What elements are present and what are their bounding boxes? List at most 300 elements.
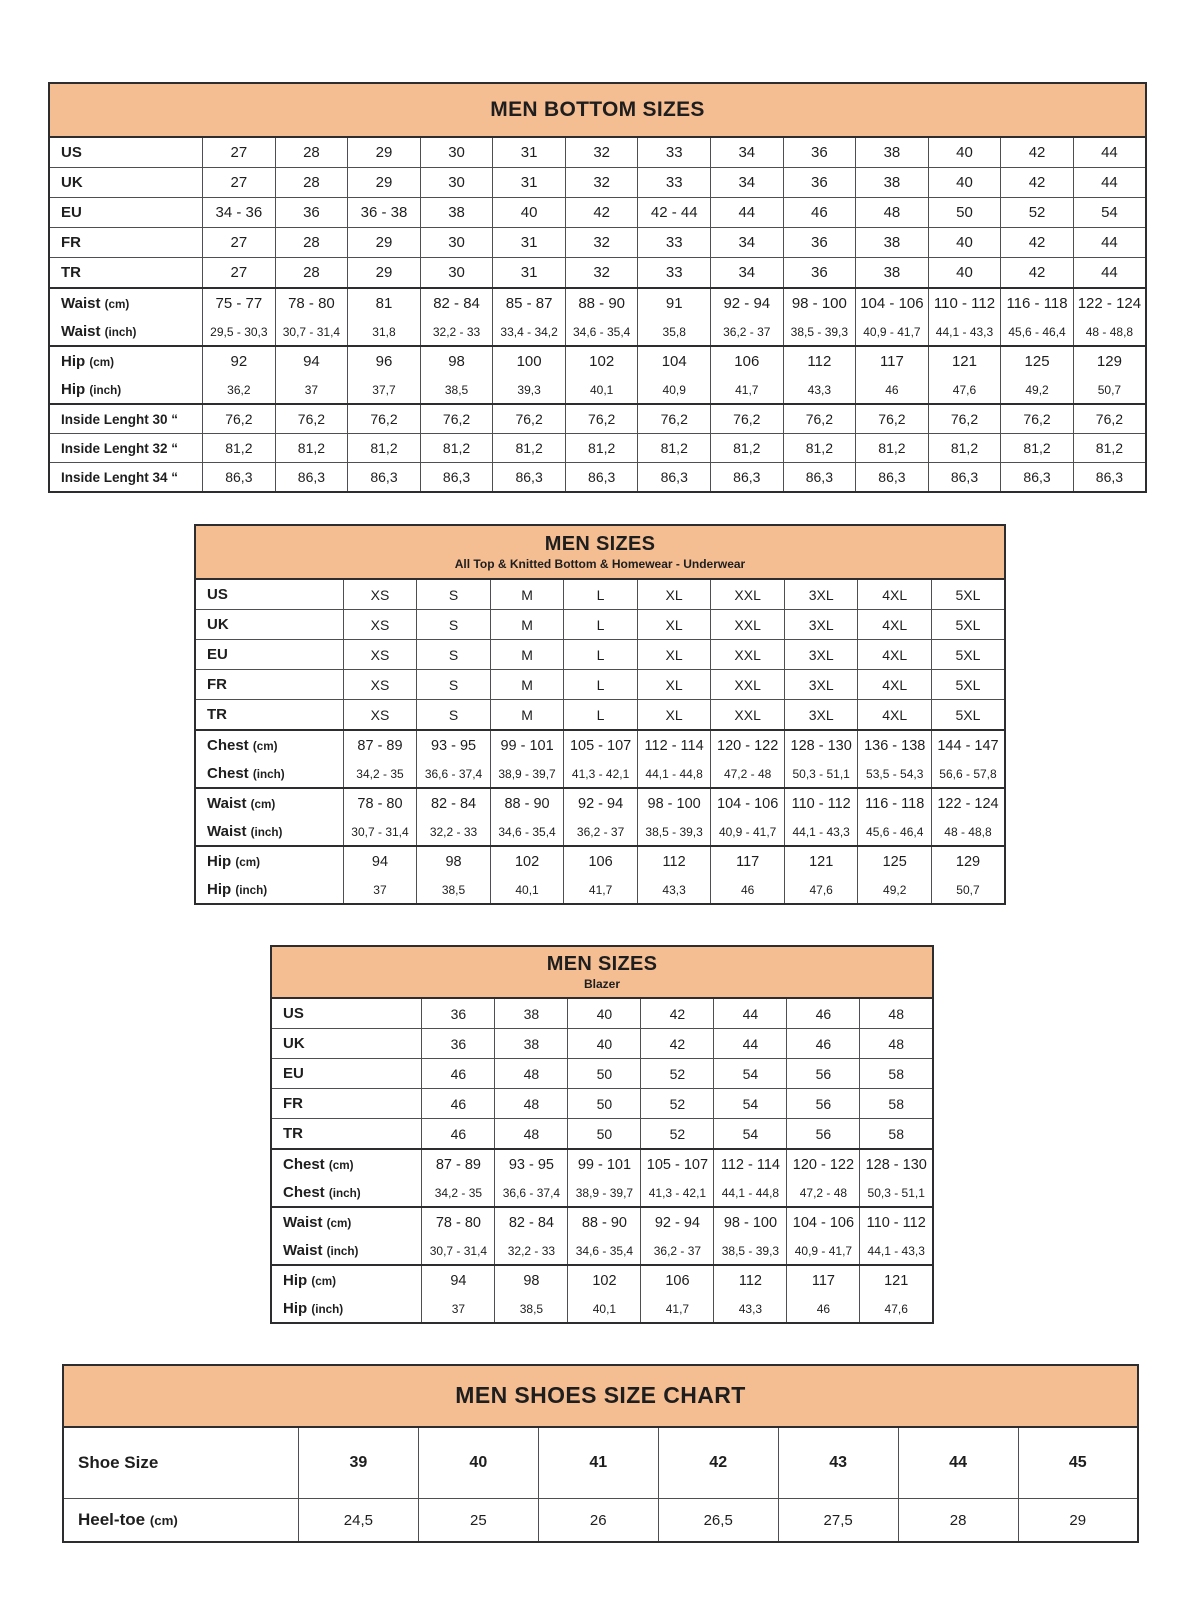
value-cell: 38,5 <box>420 376 493 404</box>
value-cell: 92 - 94 <box>564 788 638 818</box>
value-cell: 48 <box>495 1059 568 1089</box>
value-cell: 30,7 - 31,4 <box>343 818 417 846</box>
value-cell: 5XL <box>931 579 1005 610</box>
table-row <box>49 318 1146 346</box>
value-cell: 43,3 <box>714 1295 787 1323</box>
value-cell: 75 - 77 <box>203 288 276 318</box>
table-row <box>63 1499 1138 1543</box>
value-cell: 86,3 <box>493 463 566 493</box>
value-cell: M <box>490 579 564 610</box>
value-cell: 56,6 - 57,8 <box>931 760 1005 788</box>
row-group <box>195 610 1005 640</box>
value-cell: 41,7 <box>564 876 638 904</box>
row-label-cell <box>49 258 203 289</box>
row-label: FR <box>283 1095 303 1112</box>
row-label: Hip <box>61 353 86 370</box>
value-cell: 38 <box>856 258 929 289</box>
row-label: TR <box>61 264 81 281</box>
value-cell: 40 <box>928 258 1001 289</box>
value-cell: 38,9 - 39,7 <box>490 760 564 788</box>
value-cell: XL <box>637 579 711 610</box>
value-cell: 44,1 - 43,3 <box>860 1237 933 1265</box>
value-cell: L <box>564 579 638 610</box>
value-cell: 48 - 48,8 <box>931 818 1005 846</box>
value-cell: XXL <box>711 640 785 670</box>
value-cell: 40 <box>928 137 1001 168</box>
row-label: Waist <box>283 1214 323 1231</box>
row-label: EU <box>207 646 228 663</box>
value-cell: 76,2 <box>348 404 421 434</box>
value-cell: 36 <box>275 198 348 228</box>
value-cell: 86,3 <box>638 463 711 493</box>
value-cell: 86,3 <box>783 463 856 493</box>
value-cell: 76,2 <box>1073 404 1146 434</box>
row-label: Inside Lenght 34 “ <box>61 469 179 485</box>
value-cell: 35,8 <box>638 318 711 346</box>
row-group <box>63 1499 1138 1543</box>
value-cell: 34 <box>711 168 784 198</box>
table-row <box>195 700 1005 731</box>
value-cell: 28 <box>275 137 348 168</box>
row-label: US <box>283 1005 304 1022</box>
row-label-cell <box>271 1059 422 1089</box>
row-label-cell <box>49 288 203 318</box>
value-cell: 81,2 <box>203 434 276 463</box>
value-cell: 46 <box>787 998 860 1029</box>
row-label: EU <box>283 1065 304 1082</box>
value-cell: 117 <box>711 846 785 876</box>
value-cell: 40,9 - 41,7 <box>787 1237 860 1265</box>
value-cell: 121 <box>928 346 1001 376</box>
value-cell: 40 <box>568 1029 641 1059</box>
value-cell: 50,7 <box>1073 376 1146 404</box>
value-cell: 26,5 <box>658 1499 778 1543</box>
value-cell: 42 <box>641 998 714 1029</box>
value-cell: 43,3 <box>783 376 856 404</box>
value-cell: 36 <box>783 228 856 258</box>
row-label-cell <box>271 998 422 1029</box>
value-cell: 76,2 <box>711 404 784 434</box>
value-cell: 82 - 84 <box>420 288 493 318</box>
value-cell: 86,3 <box>348 463 421 493</box>
row-label: Hip <box>283 1272 308 1289</box>
value-cell: 34,6 - 35,4 <box>568 1237 641 1265</box>
value-cell: 106 <box>641 1265 714 1295</box>
table-row <box>271 1119 933 1150</box>
value-cell: 46 <box>783 198 856 228</box>
table-title: MEN SIZES <box>546 953 658 976</box>
value-cell: 31 <box>493 137 566 168</box>
table-row <box>195 788 1005 818</box>
value-cell: 81 <box>348 288 421 318</box>
row-label: TR <box>207 706 227 723</box>
value-cell: 98 <box>417 846 491 876</box>
value-cell: 38 <box>495 998 568 1029</box>
value-cell: 3XL <box>784 579 858 610</box>
value-cell: 50 <box>568 1119 641 1150</box>
row-label-unit: (inch) <box>326 1245 359 1258</box>
value-cell: 29 <box>348 168 421 198</box>
value-cell: 28 <box>898 1499 1018 1543</box>
value-cell: 86,3 <box>565 463 638 493</box>
row-label-unit: (inch) <box>252 768 285 781</box>
value-cell: 48 - 48,8 <box>1073 318 1146 346</box>
value-cell: 38 <box>856 228 929 258</box>
row-group <box>63 1427 1138 1499</box>
value-cell: 120 - 122 <box>787 1149 860 1179</box>
row-group <box>195 846 1005 904</box>
row-group <box>49 198 1146 228</box>
value-cell: 32 <box>565 258 638 289</box>
row-label-cell <box>195 846 343 876</box>
table-header-band <box>63 1365 1138 1427</box>
value-cell: 54 <box>714 1089 787 1119</box>
row-label-unit: (cm) <box>311 1275 337 1288</box>
value-cell: 34,6 - 35,4 <box>565 318 638 346</box>
row-label-cell <box>271 1207 422 1237</box>
value-cell: 27 <box>203 258 276 289</box>
value-cell: 27,5 <box>778 1499 898 1543</box>
row-label-cell <box>195 670 343 700</box>
value-cell: 120 - 122 <box>711 730 785 760</box>
value-cell: 5XL <box>931 700 1005 731</box>
value-cell: XXL <box>711 700 785 731</box>
value-cell: L <box>564 640 638 670</box>
value-cell: 38 <box>495 1029 568 1059</box>
value-cell: 117 <box>856 346 929 376</box>
row-label-unit: (cm) <box>235 856 261 869</box>
value-cell: M <box>490 610 564 640</box>
row-group <box>271 1149 933 1207</box>
value-cell: 36,6 - 37,4 <box>495 1179 568 1207</box>
table-row <box>49 463 1146 493</box>
value-cell: 116 - 118 <box>858 788 932 818</box>
value-cell: 125 <box>1001 346 1074 376</box>
row-label-cell <box>271 1265 422 1295</box>
row-label-cell <box>49 463 203 493</box>
value-cell: 40,1 <box>490 876 564 904</box>
row-group <box>49 404 1146 434</box>
row-label-unit: (inch) <box>311 1303 344 1316</box>
value-cell: 38,5 <box>495 1295 568 1323</box>
value-cell: 47,2 - 48 <box>787 1179 860 1207</box>
row-group <box>49 228 1146 258</box>
value-cell: 34 - 36 <box>203 198 276 228</box>
value-cell: 3XL <box>784 670 858 700</box>
value-cell: 4XL <box>858 640 932 670</box>
value-cell: 34 <box>711 137 784 168</box>
value-cell: 36 <box>422 998 495 1029</box>
value-cell: 53,5 - 54,3 <box>858 760 932 788</box>
row-group <box>271 1207 933 1265</box>
value-cell: 47,6 <box>928 376 1001 404</box>
row-group <box>49 168 1146 198</box>
value-cell: 44 <box>711 198 784 228</box>
value-cell: 76,2 <box>928 404 1001 434</box>
row-label: Heel-toe <box>78 1510 146 1529</box>
row-label: Waist <box>61 323 101 340</box>
value-cell: 105 - 107 <box>564 730 638 760</box>
value-cell: 40,1 <box>568 1295 641 1323</box>
value-cell: S <box>417 700 491 731</box>
value-cell: 81,2 <box>348 434 421 463</box>
value-cell: 46 <box>711 876 785 904</box>
value-cell: XS <box>343 579 417 610</box>
value-cell: 92 <box>203 346 276 376</box>
value-cell: 50 <box>568 1059 641 1089</box>
value-cell: 104 - 106 <box>711 788 785 818</box>
row-label: UK <box>283 1035 305 1052</box>
table-title: MEN BOTTOM SIZES <box>490 98 705 122</box>
row-group <box>271 1089 933 1119</box>
row-label: US <box>207 586 228 603</box>
row-group <box>49 346 1146 404</box>
value-cell: 49,2 <box>1001 376 1074 404</box>
table-title: MEN SIZES <box>544 533 656 556</box>
value-cell: S <box>417 579 491 610</box>
value-cell: 44 <box>1073 228 1146 258</box>
value-cell: 4XL <box>858 670 932 700</box>
value-cell: 29 <box>348 137 421 168</box>
value-cell: 112 - 114 <box>714 1149 787 1179</box>
value-cell: 106 <box>564 846 638 876</box>
value-cell: 81,2 <box>711 434 784 463</box>
value-cell: 86,3 <box>203 463 276 493</box>
value-cell: 30,7 - 31,4 <box>422 1237 495 1265</box>
value-cell: 58 <box>860 1089 933 1119</box>
row-label-cell <box>195 876 343 904</box>
table-row <box>49 228 1146 258</box>
value-cell: 45,6 - 46,4 <box>858 818 932 846</box>
value-cell: 82 - 84 <box>417 788 491 818</box>
value-cell: 40 <box>928 228 1001 258</box>
value-cell: 86,3 <box>928 463 1001 493</box>
value-cell: 31,8 <box>348 318 421 346</box>
value-cell: 33 <box>638 258 711 289</box>
table-row <box>195 640 1005 670</box>
value-cell: 41,7 <box>641 1295 714 1323</box>
row-group <box>49 434 1146 463</box>
row-group <box>271 1265 933 1323</box>
value-cell: 48 <box>495 1089 568 1119</box>
value-cell: 46 <box>856 376 929 404</box>
table-subtitle: Blazer <box>583 976 621 991</box>
value-cell: 40 <box>928 168 1001 198</box>
value-cell: 85 - 87 <box>493 288 566 318</box>
value-cell: 34,2 - 35 <box>343 760 417 788</box>
row-label-cell <box>195 760 343 788</box>
value-cell: 105 - 107 <box>641 1149 714 1179</box>
table-row <box>195 670 1005 700</box>
value-cell: 78 - 80 <box>343 788 417 818</box>
table-subtitle: All Top & Knitted Bottom & Homewear - Underwear <box>454 556 746 571</box>
value-cell: 76,2 <box>420 404 493 434</box>
value-cell: 41 <box>538 1427 658 1499</box>
row-label: Chest <box>283 1184 325 1201</box>
value-cell: 32,2 - 33 <box>495 1237 568 1265</box>
row-label-cell <box>271 1029 422 1059</box>
row-label-cell <box>49 318 203 346</box>
table-row <box>63 1427 1138 1499</box>
value-cell: 76,2 <box>493 404 566 434</box>
value-cell: XL <box>637 700 711 731</box>
value-cell: 121 <box>860 1265 933 1295</box>
value-cell: 42 <box>641 1029 714 1059</box>
value-cell: 98 - 100 <box>783 288 856 318</box>
row-group <box>271 1119 933 1150</box>
value-cell: 94 <box>422 1265 495 1295</box>
value-cell: 86,3 <box>1001 463 1074 493</box>
value-cell: 27 <box>203 168 276 198</box>
value-cell: 86,3 <box>711 463 784 493</box>
table-row <box>49 168 1146 198</box>
value-cell: 3XL <box>784 610 858 640</box>
value-cell: XXL <box>711 579 785 610</box>
table-row <box>195 818 1005 846</box>
table-title: MEN SHOES SIZE CHART <box>455 1382 746 1409</box>
row-label: Chest <box>207 765 249 782</box>
value-cell: 129 <box>931 846 1005 876</box>
value-cell: XL <box>637 610 711 640</box>
value-cell: L <box>564 610 638 640</box>
value-cell: 81,2 <box>275 434 348 463</box>
value-cell: 38,5 <box>417 876 491 904</box>
row-label-cell <box>195 730 343 760</box>
value-cell: 91 <box>638 288 711 318</box>
value-cell: 81,2 <box>638 434 711 463</box>
row-group <box>195 788 1005 846</box>
value-cell: 44 <box>1073 258 1146 289</box>
value-cell: 117 <box>787 1265 860 1295</box>
value-cell: 48 <box>495 1119 568 1150</box>
value-cell: 37 <box>275 376 348 404</box>
value-cell: 88 - 90 <box>568 1207 641 1237</box>
row-group <box>271 1029 933 1059</box>
value-cell: 128 - 130 <box>784 730 858 760</box>
value-cell: XS <box>343 670 417 700</box>
value-cell: 100 <box>493 346 566 376</box>
table-row <box>49 258 1146 289</box>
row-label: Waist <box>283 1242 323 1259</box>
value-cell: 36 <box>422 1029 495 1059</box>
value-cell: 125 <box>858 846 932 876</box>
value-cell: 34 <box>711 228 784 258</box>
men-sizes-tops-table <box>194 524 1006 905</box>
value-cell: 86,3 <box>275 463 348 493</box>
value-cell: 42 <box>1001 228 1074 258</box>
value-cell: 98 - 100 <box>637 788 711 818</box>
value-cell: 99 - 101 <box>568 1149 641 1179</box>
row-group <box>195 700 1005 731</box>
value-cell: 43,3 <box>637 876 711 904</box>
value-cell: 28 <box>275 258 348 289</box>
value-cell: 110 - 112 <box>784 788 858 818</box>
value-cell: XXL <box>711 610 785 640</box>
value-cell: 37 <box>343 876 417 904</box>
value-cell: M <box>490 670 564 700</box>
value-cell: 39,3 <box>493 376 566 404</box>
row-label-cell <box>49 346 203 376</box>
row-label: UK <box>207 616 229 633</box>
value-cell: 40,1 <box>565 376 638 404</box>
row-label-cell <box>271 1237 422 1265</box>
value-cell: 112 - 114 <box>637 730 711 760</box>
value-cell: 40 <box>493 198 566 228</box>
value-cell: 36 <box>783 168 856 198</box>
value-cell: 76,2 <box>275 404 348 434</box>
value-cell: S <box>417 670 491 700</box>
row-group <box>195 730 1005 788</box>
row-label-unit: (cm) <box>326 1217 352 1230</box>
value-cell: 93 - 95 <box>495 1149 568 1179</box>
row-label: US <box>61 144 82 161</box>
table-header-band <box>49 83 1146 137</box>
value-cell: 56 <box>787 1059 860 1089</box>
value-cell: 30 <box>420 228 493 258</box>
row-label-unit: (cm) <box>328 1159 354 1172</box>
value-cell: 56 <box>787 1089 860 1119</box>
row-label: Hip <box>61 381 86 398</box>
value-cell: 46 <box>422 1119 495 1150</box>
value-cell: 81,2 <box>1001 434 1074 463</box>
value-cell: XS <box>343 700 417 731</box>
value-cell: 44,1 - 43,3 <box>784 818 858 846</box>
value-cell: 42 <box>1001 258 1074 289</box>
row-group <box>49 288 1146 346</box>
table-row <box>49 137 1146 168</box>
value-cell: 104 - 106 <box>787 1207 860 1237</box>
value-cell: 38,5 - 39,3 <box>714 1237 787 1265</box>
value-cell: 88 - 90 <box>490 788 564 818</box>
value-cell: 50 <box>568 1089 641 1119</box>
value-cell: 129 <box>1073 346 1146 376</box>
value-cell: 41,3 - 42,1 <box>564 760 638 788</box>
table-row <box>271 1295 933 1323</box>
table-row <box>271 1265 933 1295</box>
row-label-cell <box>271 1089 422 1119</box>
row-group <box>271 998 933 1029</box>
value-cell: 29,5 - 30,3 <box>203 318 276 346</box>
table-header-band <box>271 946 933 998</box>
value-cell: 31 <box>493 228 566 258</box>
value-cell: L <box>564 700 638 731</box>
value-cell: 136 - 138 <box>858 730 932 760</box>
value-cell: 82 - 84 <box>495 1207 568 1237</box>
value-cell: 36,2 - 37 <box>641 1237 714 1265</box>
row-label-unit: (cm) <box>250 798 276 811</box>
value-cell: 37,7 <box>348 376 421 404</box>
row-label-unit: (inch) <box>328 1187 361 1200</box>
value-cell: 110 - 112 <box>860 1207 933 1237</box>
value-cell: 96 <box>348 346 421 376</box>
value-cell: 36 <box>783 258 856 289</box>
row-label: Chest <box>207 737 249 754</box>
value-cell: 32 <box>565 168 638 198</box>
value-cell: 92 - 94 <box>711 288 784 318</box>
row-label-cell <box>195 610 343 640</box>
table-row <box>49 434 1146 463</box>
value-cell: 92 - 94 <box>641 1207 714 1237</box>
row-label: Waist <box>207 795 247 812</box>
value-cell: 44 <box>714 998 787 1029</box>
value-cell: 110 - 112 <box>928 288 1001 318</box>
value-cell: 104 <box>638 346 711 376</box>
value-cell: XS <box>343 610 417 640</box>
row-group <box>49 258 1146 289</box>
value-cell: 40 <box>418 1427 538 1499</box>
value-cell: 102 <box>490 846 564 876</box>
value-cell: 24,5 <box>298 1499 418 1543</box>
